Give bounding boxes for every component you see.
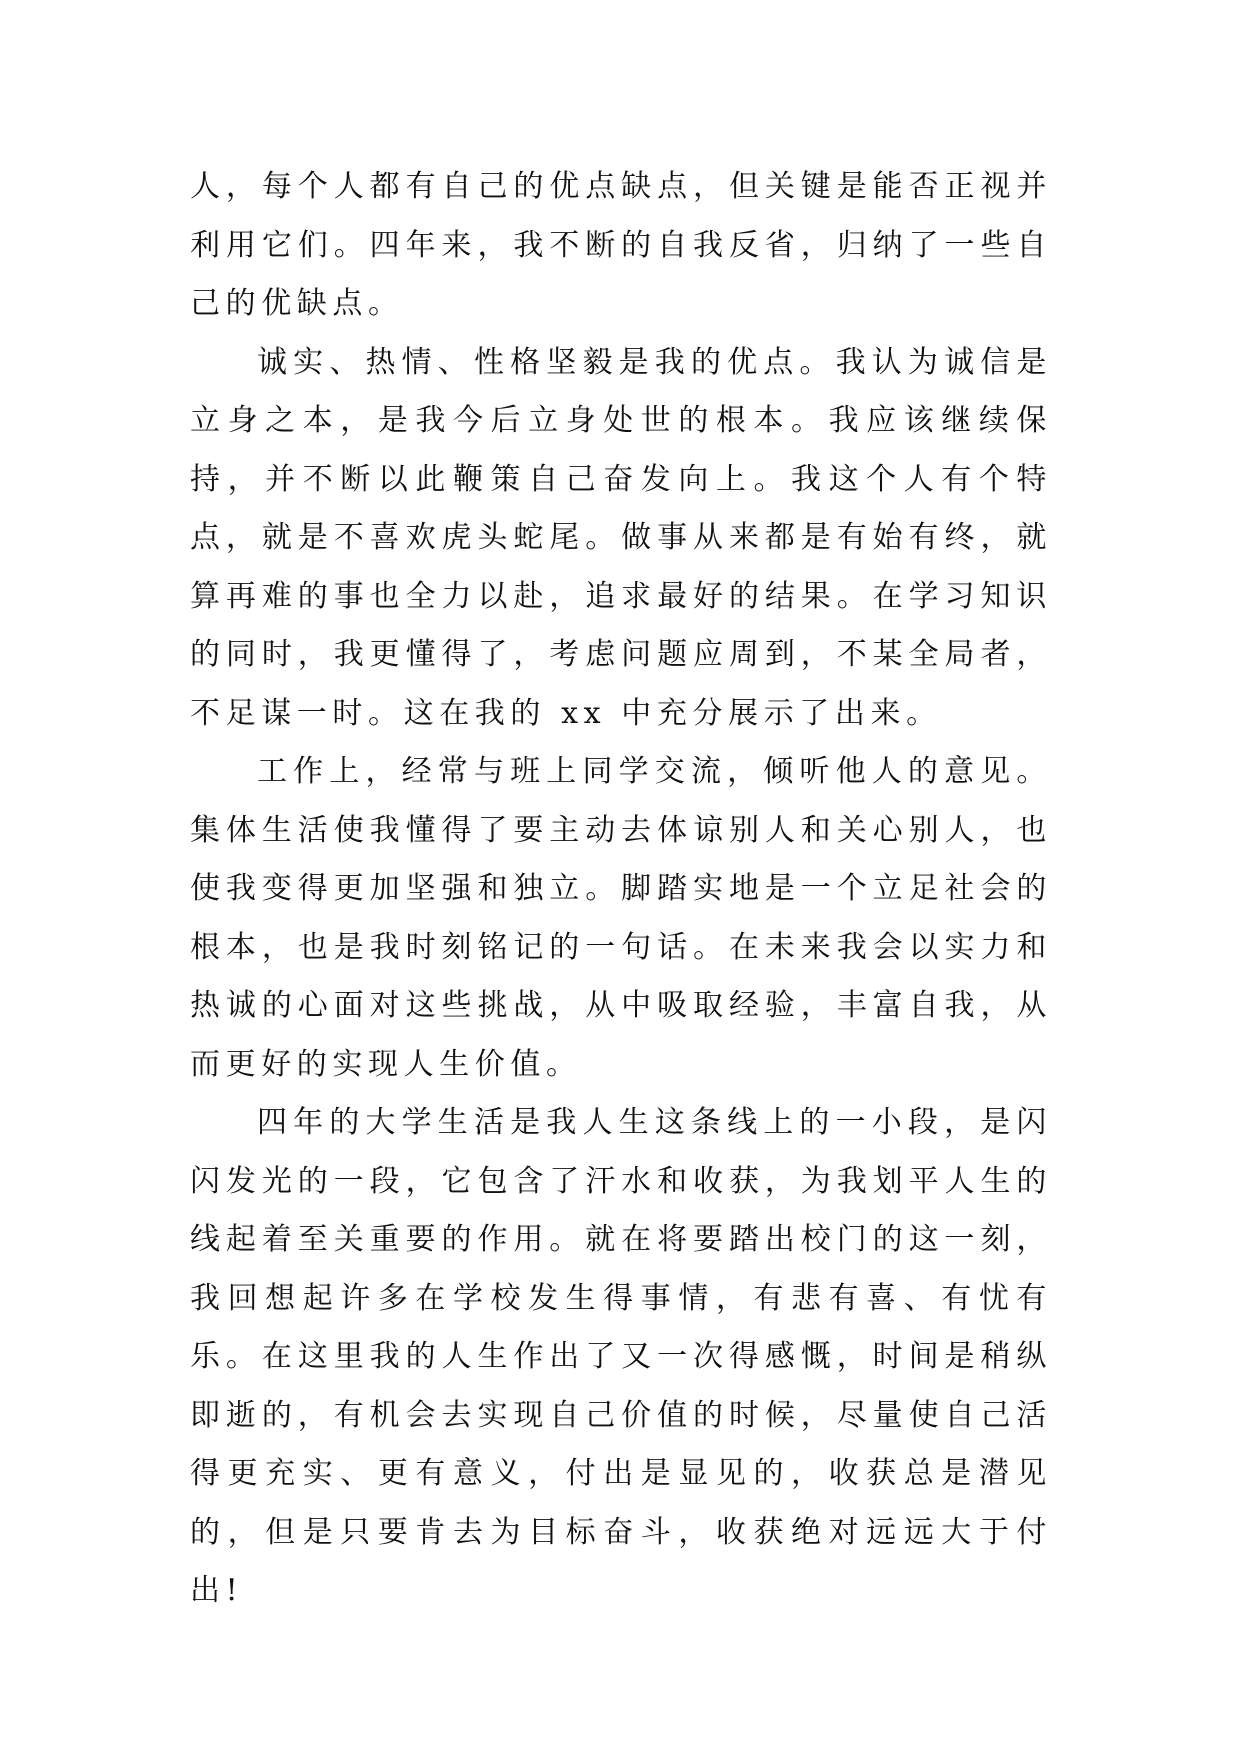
paragraph-continuation: 人，每个人都有自己的优点缺点，但关键是能否正视并利用它们。四年来，我不断的自我反省，归纳了一些自己的优缺点。 [190, 169, 1052, 321]
paragraph-work: 工作上，经常与班上同学交流，倾听他人的意见。集体生活使我懂得了要主动去体谅别人和关心别人，也使我变得更加坚强和独立。脚踏实地是一个立足社会的根本，也是我时刻铭记的一句话。在未来我会以实力和热诚的心面对这些挑战，从中吸取经验，丰富自我，从而更好的实现人生价值。 [190, 754, 1052, 1082]
paragraph-university-life: 四年的大学生活是我人生这条线上的一小段，是闪闪发光的一段，它包含了汗水和收获，为我划平人生的线起着至关重要的作用。就在将要踏出校门的这一刻，我回想起许多在学校发生得事情，有悲有喜、有忧有乐。在这里我的人生作出了又一次得感慨，时间是稍纵即逝的，有机会去实现自己价值的时候，尽量使自己活得更充实、更有意义，付出是显见的，收获总是潜见的，但是只要肯去为目标奋斗，收获绝对远远大于付出! [190, 1105, 1052, 1608]
paragraph-strengths: 诚实、热情、性格坚毅是我的优点。我认为诚信是立身之本，是我今后立身处世的根本。我应该继续保持，并不断以此鞭策自己奋发向上。我这个人有个特点，就是不喜欢虎头蛇尾。做事从来都是有始有终，就算再难的事也全力以赴，追求最好的结果。在学习知识的同时，我更懂得了，考虑问题应周到，不某全局者，不足谋一时。这在我的 xx 中充分展示了出来。 [190, 344, 1052, 731]
document-body [190, 158, 1052, 1621]
